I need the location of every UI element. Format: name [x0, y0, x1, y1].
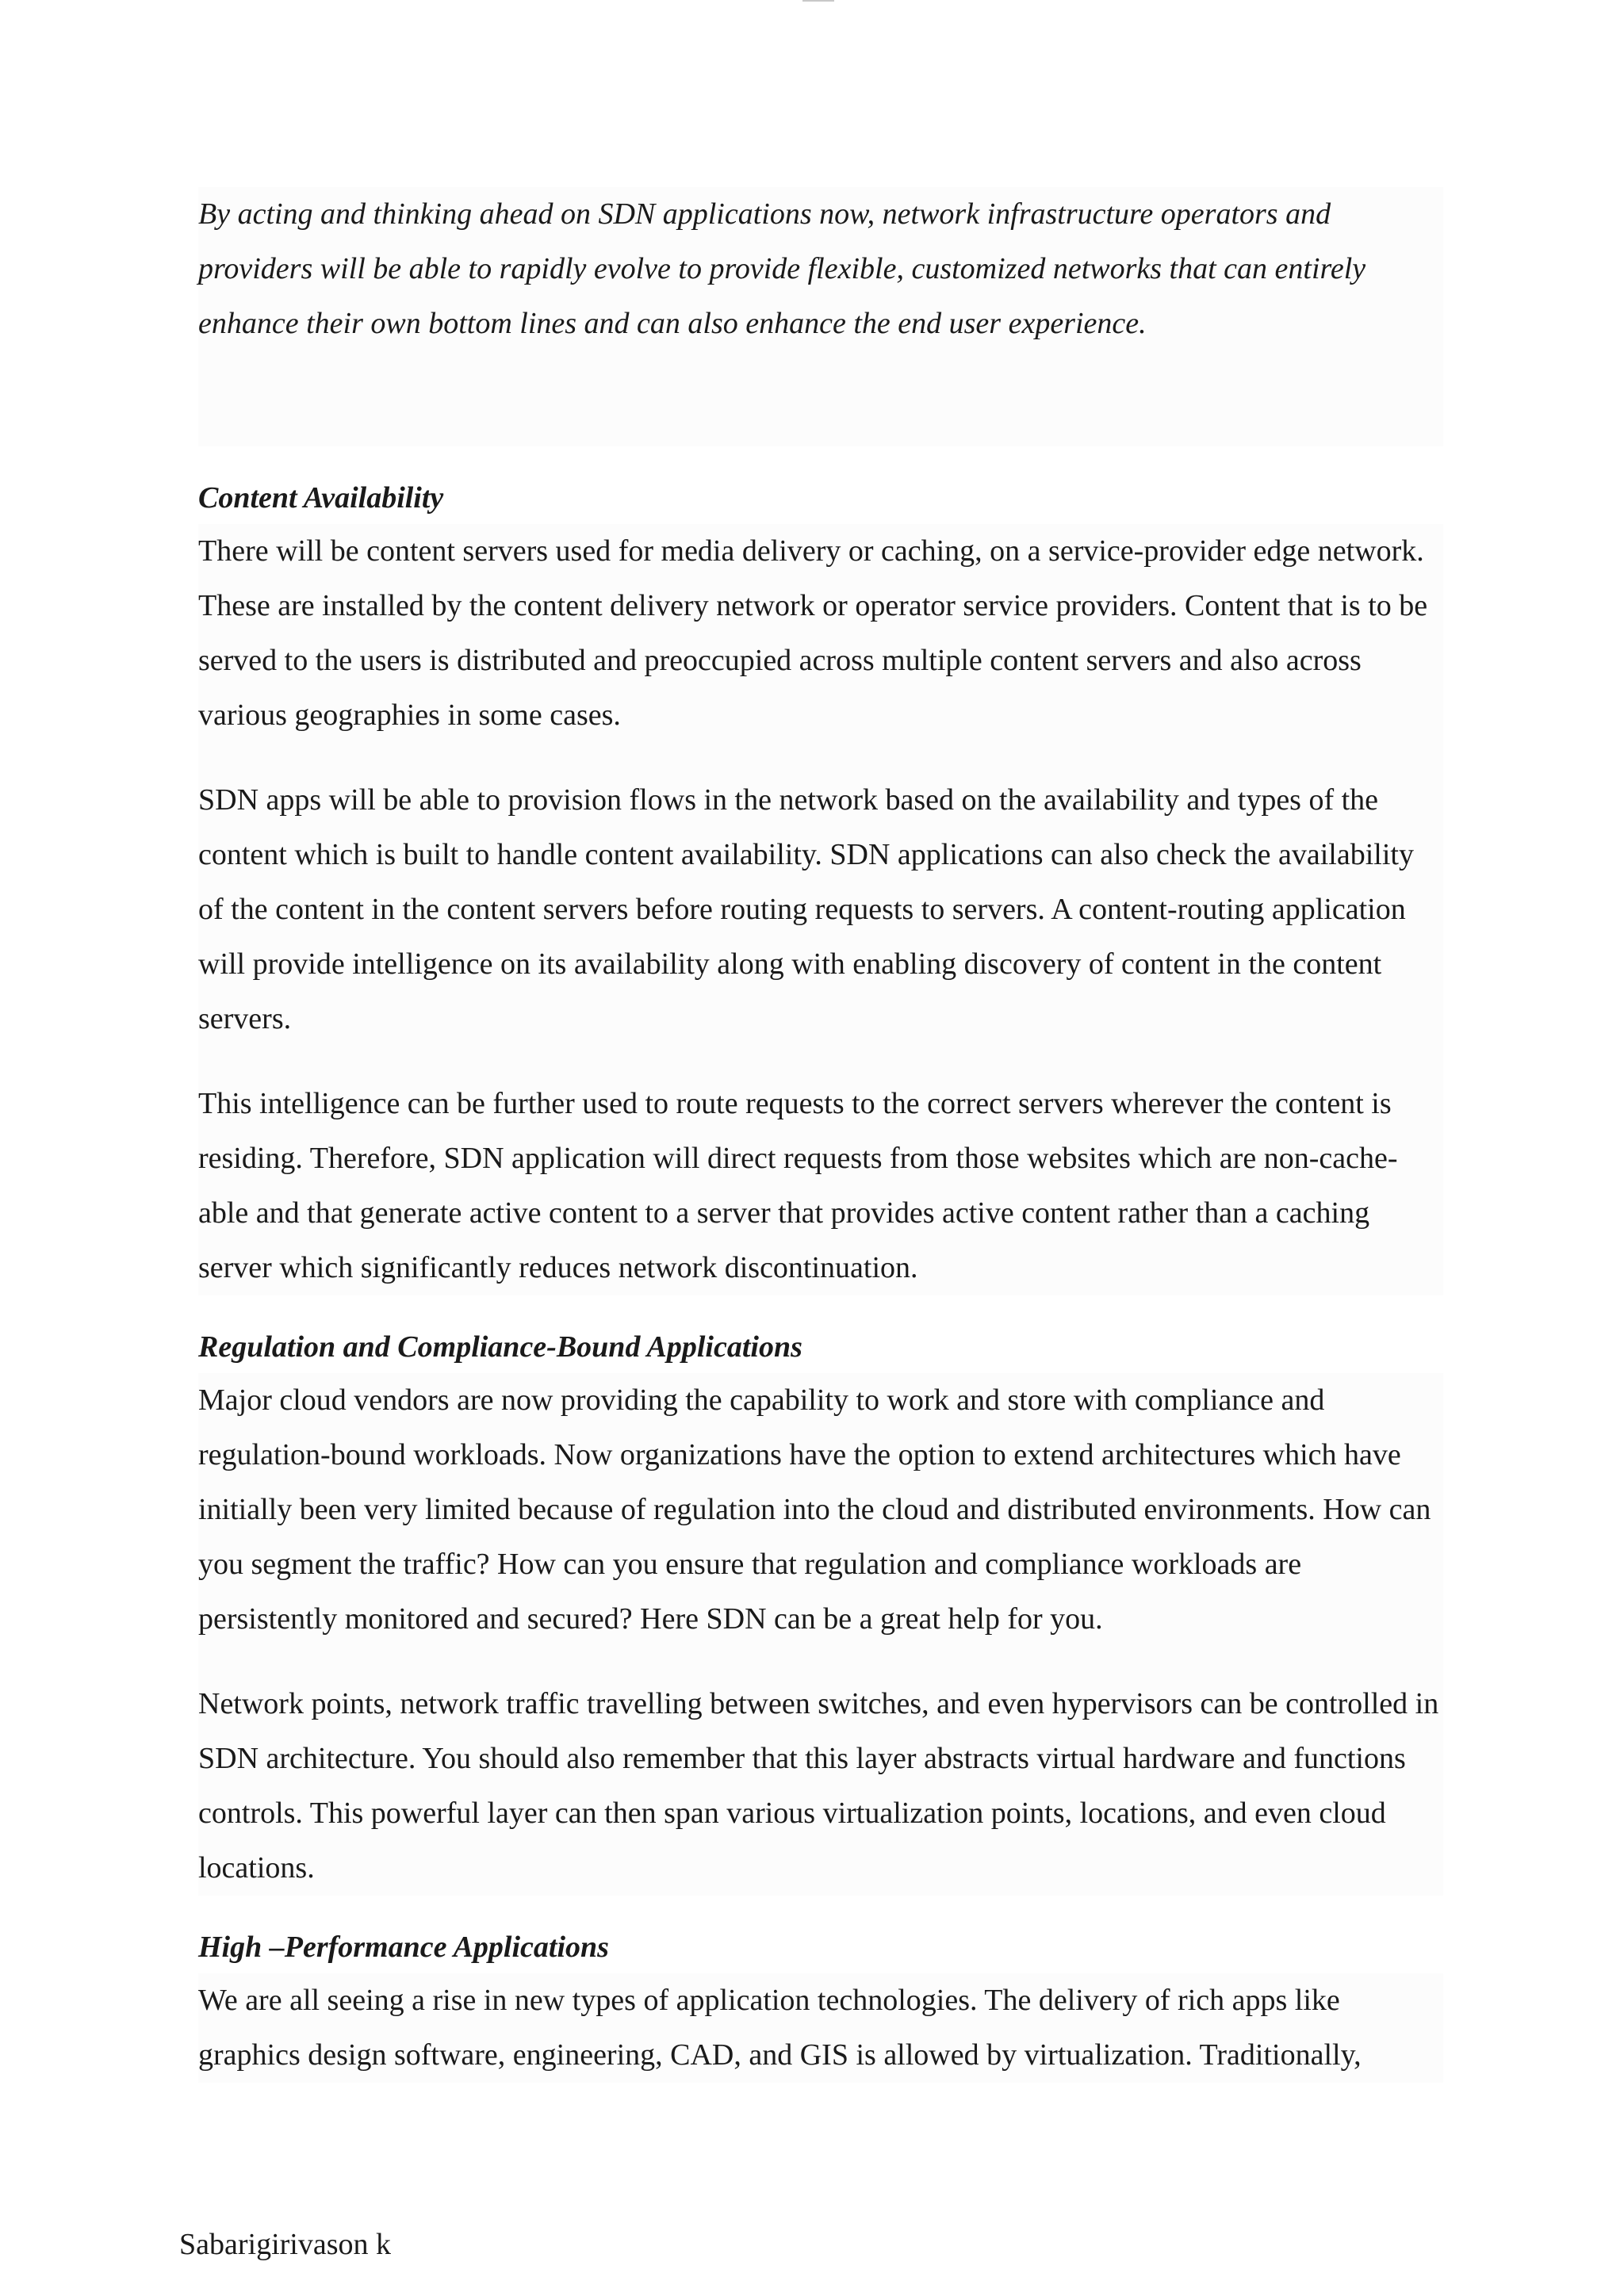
paragraph: Network points, network traffic travelling between switches, and even hypervisors can be controlled in SDN architecture. You should also remember that this layer abstracts virtual hardware and functions controls. This powerful layer can then span various virtualization points, locations, and even cloud locations.	[198, 1687, 1439, 1885]
paragraph: This intelligence can be further used to route requests to the correct servers wherever the content is residing. Therefore, SDN application will direct requests from those websites which are non-cache-able and that generate active content to a server that provides active content rather than a caching server which significantly reduces network discontinuation.	[198, 1087, 1398, 1284]
paragraph: SDN apps will be able to provision flows in the network based on the availability and types of the content which is built to handle content availability. SDN applications can also check the availability of the content in the content servers before routing requests to servers. A content-routing application will provide intelligence on its availability along with enabling discovery of content in the content servers.	[198, 783, 1414, 1035]
section-regulation	[198, 1373, 1443, 1896]
section-content-availability	[198, 524, 1443, 1295]
intro-paragraph: By acting and thinking ahead on SDN applications now, network infrastructure operators and providers will be able to rapidly evolve to provide flexible, customized networks that can entirely enhance their own bottom lines and can also enhance the end user experience.	[198, 197, 1366, 340]
section-heading-content-availability: Content Availability	[198, 481, 444, 515]
paragraph: Major cloud vendors are now providing the capability to work and store with compliance and regulation-bound workloads. Now organizations have the option to extend architectures which have initially been very limited because of regulation into the cloud and distributed environments. How can you segment the traffic? How can you ensure that regulation and compliance workloads are persistently monitored and secured? Here SDN can be a great help for you.	[198, 1383, 1431, 1636]
section-high-performance	[198, 1973, 1443, 2083]
section-heading-regulation: Regulation and Compliance-Bound Applications	[198, 1330, 802, 1364]
document-body	[198, 187, 1443, 2083]
paragraph: There will be content servers used for media delivery or caching, on a service-provider edge network. These are installed by the content delivery network or operator service providers. Content that is to be served to the users is distributed and preoccupied across multiple content servers and also across various geographies in some cases.	[198, 534, 1428, 732]
paragraph: We are all seeing a rise in new types of application technologies. The delivery of rich apps like graphics design software, engineering, CAD, and GIS is allowed by virtualization. Traditionally,	[198, 1984, 1362, 2072]
footer-author: Sabarigirivason k	[179, 2228, 392, 2261]
section-heading-high-performance: High –Performance Applications	[198, 1931, 609, 1964]
header-mark	[802, 0, 834, 2]
intro-block	[198, 187, 1443, 446]
